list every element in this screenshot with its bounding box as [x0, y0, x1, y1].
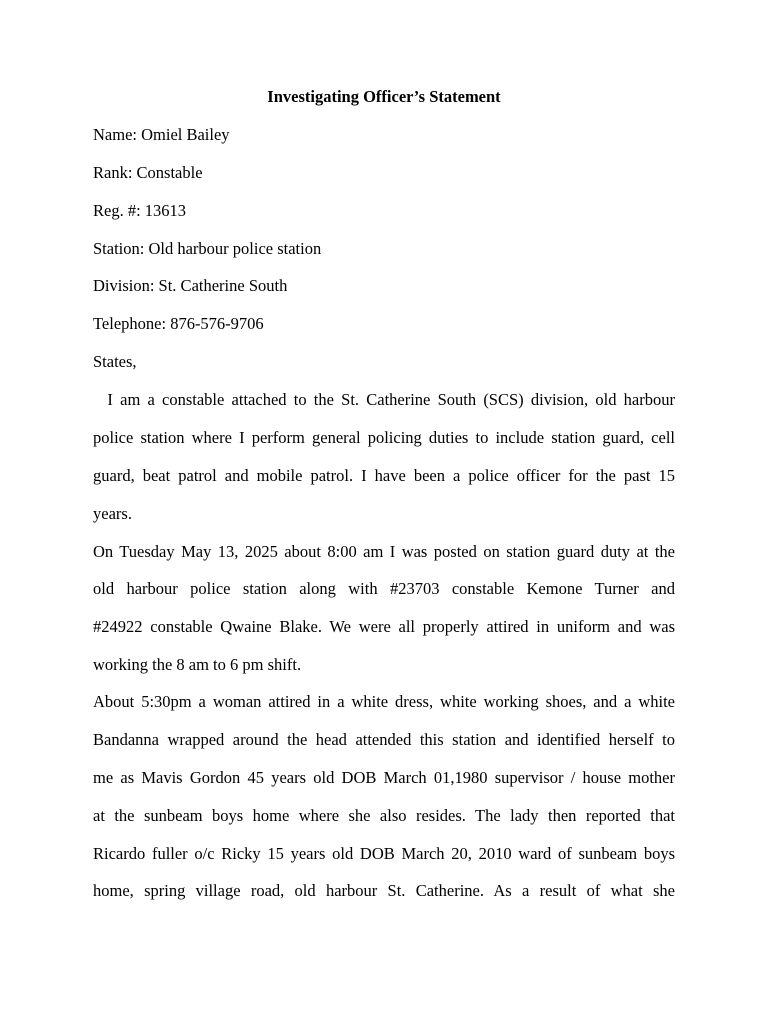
paragraph-line: at the sunbeam boys home where she also resides. The lady then reported that — [93, 806, 675, 825]
paragraph-line: home, spring village road, old harbour St. Catherine. As a result of what she — [93, 881, 675, 900]
rank-field: Rank: Constable — [93, 163, 203, 182]
paragraph-line: police station where I perform general policing duties to include station guard, cell — [93, 428, 675, 447]
telephone-field: Telephone: 876-576-9706 — [93, 314, 264, 333]
paragraph-line: I am a constable attached to the St. Catherine South (SCS) division, old harbour — [93, 390, 675, 409]
division-field: Division: St. Catherine South — [93, 276, 288, 295]
states-label: States, — [93, 352, 137, 371]
paragraph-line: guard, beat patrol and mobile patrol. I have been a police officer for the past 15 — [93, 466, 675, 485]
paragraph-line: old harbour police station along with #23703 constable Kemone Turner and — [93, 579, 675, 598]
paragraph-line: About 5:30pm a woman attired in a white dress, white working shoes, and a white — [93, 692, 675, 711]
paragraph-line: years. — [93, 504, 132, 523]
station-field: Station: Old harbour police station — [93, 239, 322, 258]
paragraph-line: On Tuesday May 13, 2025 about 8:00 am I was posted on station guard duty at the — [93, 542, 675, 561]
paragraph-line: Ricardo fuller o/c Ricky 15 years old DOB March 20, 2010 ward of sunbeam boys — [93, 844, 675, 863]
paragraph-line: #24922 constable Qwaine Blake. We were all properly attired in uniform and was — [93, 617, 675, 636]
name-field: Name: Omiel Bailey — [93, 125, 230, 144]
paragraph-line: Bandanna wrapped around the head attended this station and identified herself to — [93, 730, 675, 749]
paragraph-line: working the 8 am to 6 pm shift. — [93, 655, 302, 674]
reg-field: Reg. #: 13613 — [93, 201, 187, 220]
paragraph-line: me as Mavis Gordon 45 years old DOB March 01,1980 supervisor / house mother — [93, 768, 675, 787]
document-title: Investigating Officer’s Statement — [267, 87, 501, 106]
